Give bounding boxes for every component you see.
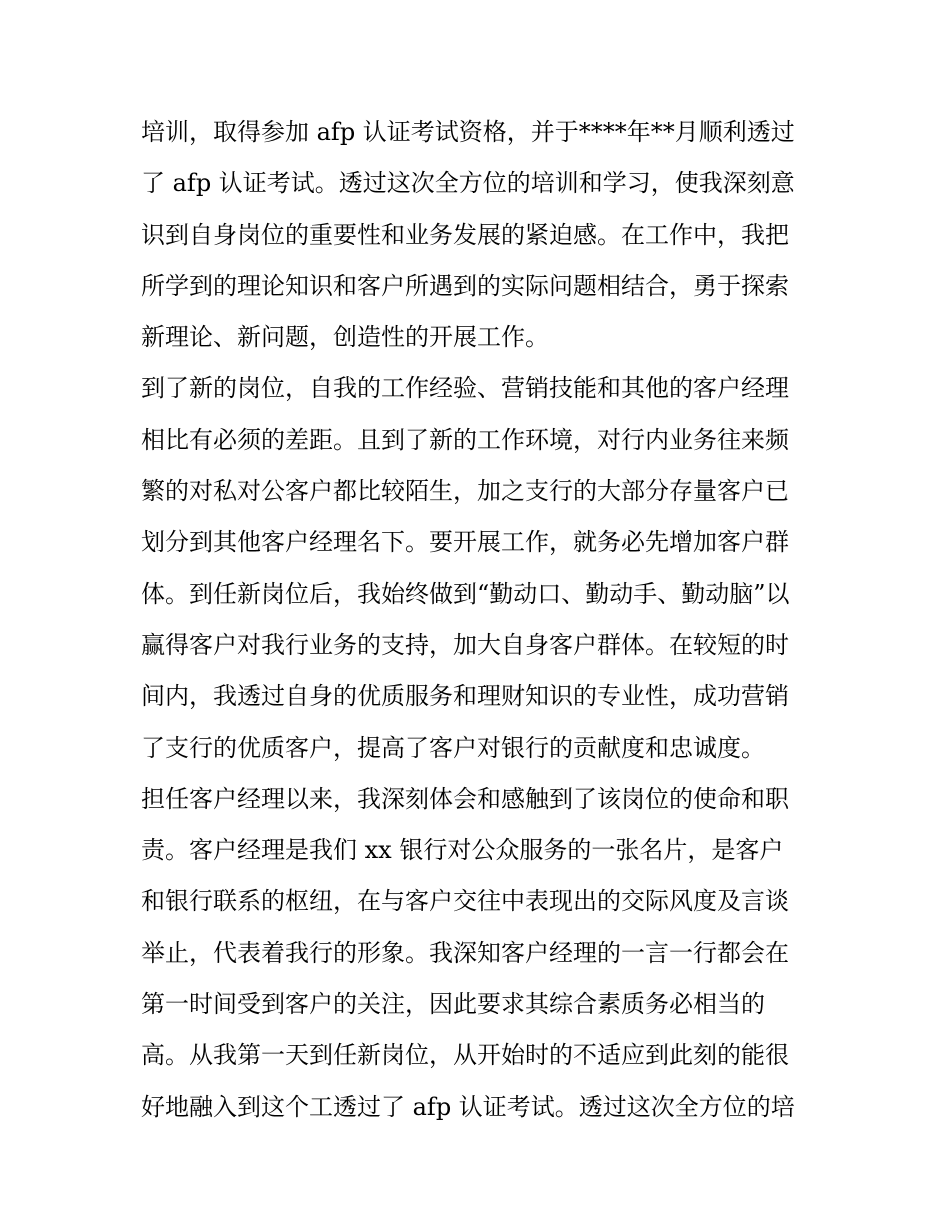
text-line: 新理论、新问题，创造性的开展工作。 xyxy=(141,323,549,352)
text-line: 培训，取得参加 afp 认证考试资格，并于****年**月顺利透过 xyxy=(141,118,795,146)
text-line: 和银行联系的枢纽，在与客户交往中表现出的交际风度及言谈 xyxy=(141,887,789,916)
text-line: 担任客户经理以来，我深刻体会和感触到了该岗位的使命和职 xyxy=(141,784,789,813)
text-line: 举止，代表着我行的形象。我深知客户经理的一言一行都会在 xyxy=(141,938,789,967)
text-line: 识到自身岗位的重要性和业务发展的紧迫感。在工作中，我把 xyxy=(141,220,789,249)
text-line: 相比有必须的差距。且到了新的工作环境，对行内业务往来频 xyxy=(141,425,789,454)
text-line: 间内，我透过自身的优质服务和理财知识的专业性，成功营销 xyxy=(141,682,789,711)
text-line: 所学到的理论知识和客户所遇到的实际问题相结合，勇于探索 xyxy=(141,271,789,300)
text-line: 第一时间受到客户的关注，因此要求其综合素质务必相当的 xyxy=(141,990,765,1019)
text-line: 到了新的岗位，自我的工作经验、营销技能和其他的客户经理 xyxy=(141,374,789,403)
text-line: 了支行的优质客户，提高了客户对银行的贡献度和忠诚度。 xyxy=(141,733,765,762)
document-body xyxy=(141,107,821,1133)
text-line: 责。客户经理是我们 xx 银行对公众服务的一张名片，是客户 xyxy=(141,836,784,865)
text-line: 高。从我第一天到任新岗位，从开始时的不适应到此刻的能很 xyxy=(141,1041,789,1070)
text-line: 好地融入到这个工透过了 afp 认证考试。透过这次全方位的培 xyxy=(141,1092,795,1121)
text-line: 繁的对私对公客户都比较陌生，加之支行的大部分存量客户已 xyxy=(141,477,789,506)
text-line: 了 afp 认证考试。透过这次全方位的培训和学习，使我深刻意 xyxy=(141,169,795,198)
text-line: 划分到其他客户经理名下。要开展工作，就务必先增加客户群 xyxy=(141,528,789,557)
text-line: 赢得客户对我行业务的支持，加大自身客户群体。在较短的时 xyxy=(141,630,789,659)
text-line: 体。到任新岗位后，我始终做到“勤动口、勤动手、勤动脑”以 xyxy=(141,579,790,608)
